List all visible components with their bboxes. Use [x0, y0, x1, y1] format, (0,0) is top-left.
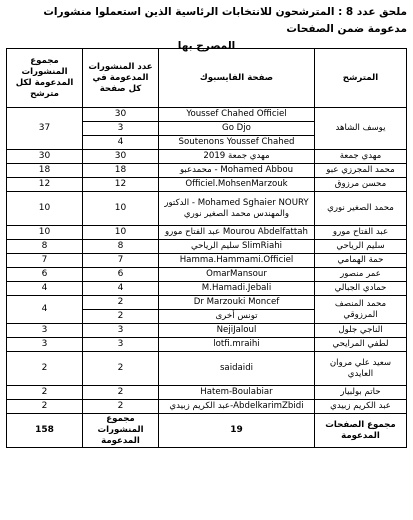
candidate-name: حمادي الجبالي: [315, 282, 407, 296]
candidate-total: 2: [7, 400, 83, 414]
page-post-count: 3: [83, 324, 159, 338]
facebook-page: Mohamed Abbou - محمدعبو: [159, 164, 315, 178]
page-post-count: 12: [83, 178, 159, 192]
page-post-count: 2: [83, 400, 159, 414]
candidate-total: 37: [7, 108, 83, 150]
facebook-page: Soutenons Youssef Chahed: [159, 136, 315, 150]
candidate-name: سعيد علي مروان العايدي: [315, 352, 407, 386]
title-line-1: ملحق عدد 8 : المترشحون للانتخابات الرئاسية الذين استعملوا منشورات مدعومة ضمن الصفحات: [43, 6, 407, 35]
table-row: [7, 296, 407, 310]
page-post-count: 30: [83, 108, 159, 122]
candidate-name: عمر منصور: [315, 268, 407, 282]
table-row: [7, 400, 407, 414]
candidate-total: 12: [7, 178, 83, 192]
candidate-name: محمد المجرزي عبو: [315, 164, 407, 178]
page-post-count: 3: [83, 338, 159, 352]
footer-posts-total: 158: [7, 414, 83, 448]
candidate-total: 2: [7, 386, 83, 400]
candidate-total: 30: [7, 150, 83, 164]
facebook-page: lotfi.mraihi: [159, 338, 315, 352]
candidate-name: حمة الهمامي: [315, 254, 407, 268]
table-header-row: [7, 49, 407, 108]
page-post-count: 2: [83, 296, 159, 310]
page-post-count: 18: [83, 164, 159, 178]
header-total: مجموع المنشورات المدعومة لكل مترشح: [7, 49, 83, 108]
facebook-page: AbdelkarimZbidi-عبد الكريم زبيدي: [159, 400, 315, 414]
candidate-name: محسن مرزوق: [315, 178, 407, 192]
table-row: [7, 268, 407, 282]
page-post-count: 3: [83, 122, 159, 136]
title-line-2: المصرح بها: [177, 40, 236, 52]
candidate-name: يوسف الشاهد: [315, 108, 407, 150]
facebook-page: OmarMansour: [159, 268, 315, 282]
candidate-total: 2: [7, 352, 83, 386]
candidate-name: لطفي المرايحي: [315, 338, 407, 352]
candidate-name: الناجي جلول: [315, 324, 407, 338]
table-row: [7, 240, 407, 254]
table-footer-row: [7, 414, 407, 448]
footer-pages-total: 19: [159, 414, 315, 448]
footer-pages-label: مجموع الصفحات المدعومة: [315, 414, 407, 448]
table-row: [7, 108, 407, 122]
candidate-total: 3: [7, 338, 83, 352]
candidate-name: سليم الرياحي: [315, 240, 407, 254]
candidate-total: 3: [7, 324, 83, 338]
facebook-page: NejiJaloul: [159, 324, 315, 338]
page-post-count: 8: [83, 240, 159, 254]
facebook-page: Officiel.MohsenMarzouk: [159, 178, 315, 192]
page-post-count: 4: [83, 136, 159, 150]
table-row: [7, 226, 407, 240]
facebook-page: M.Hamadi.Jebali: [159, 282, 315, 296]
candidate-name: مهدي جمعة: [315, 150, 407, 164]
candidate-total: 10: [7, 192, 83, 226]
footer-posts-label: مجموع المنشورات المدعومة: [83, 414, 159, 448]
table-row: [7, 254, 407, 268]
candidate-total: 4: [7, 282, 83, 296]
candidate-total: 10: [7, 226, 83, 240]
candidate-total: 8: [7, 240, 83, 254]
candidate-name: حاتم بولبيار: [315, 386, 407, 400]
candidate-name: عبد الفتاح مورو: [315, 226, 407, 240]
header-count: عدد المنشورات المدعومة في كل صفحة: [83, 49, 159, 108]
facebook-page: SlimRiahi سليم الرياحي: [159, 240, 315, 254]
candidate-total: 18: [7, 164, 83, 178]
facebook-page: Mohamed Sghaier NOURY - الدكتور والمهندس محمد الصغير نوري: [159, 192, 315, 226]
table-row: [7, 178, 407, 192]
page-post-count: 2: [83, 352, 159, 386]
table-row: [7, 192, 407, 226]
page-post-count: 10: [83, 226, 159, 240]
page-post-count: 2: [83, 386, 159, 400]
table-row: [7, 338, 407, 352]
sponsored-posts-table: [6, 48, 407, 448]
table-row: [7, 324, 407, 338]
facebook-page: Hamma.Hammami.Officiel: [159, 254, 315, 268]
page-post-count: 2: [83, 310, 159, 324]
page-post-count: 6: [83, 268, 159, 282]
facebook-page: Dr Marzouki Moncef: [159, 296, 315, 310]
facebook-page: Youssef Chahed Officiel: [159, 108, 315, 122]
table-row: [7, 352, 407, 386]
candidate-name: عبد الكريم زبيدي: [315, 400, 407, 414]
table-row: [7, 386, 407, 400]
facebook-page: saidaidi: [159, 352, 315, 386]
facebook-page: تونس أخرى: [159, 310, 315, 324]
page-post-count: 7: [83, 254, 159, 268]
facebook-page: Mourou Abdelfattah عبد الفتاح مورو: [159, 226, 315, 240]
table-row: [7, 164, 407, 178]
page-post-count: 30: [83, 150, 159, 164]
candidate-total: 4: [7, 296, 83, 324]
candidate-name: محمد الصغير نوري: [315, 192, 407, 226]
table-row: [7, 150, 407, 164]
table-row: [7, 282, 407, 296]
candidate-name: محمد المنصف المرزوقي: [315, 296, 407, 324]
facebook-page: مهدي جمعة 2019: [159, 150, 315, 164]
candidate-total: 7: [7, 254, 83, 268]
table-body: [7, 108, 407, 414]
page-post-count: 4: [83, 282, 159, 296]
page-post-count: 10: [83, 192, 159, 226]
header-page: صفحة الفايسبوك: [159, 49, 315, 108]
facebook-page: Go Djo: [159, 122, 315, 136]
header-candidate: المترشح: [315, 49, 407, 108]
facebook-page: Hatem-Boulabiar: [159, 386, 315, 400]
candidate-total: 6: [7, 268, 83, 282]
